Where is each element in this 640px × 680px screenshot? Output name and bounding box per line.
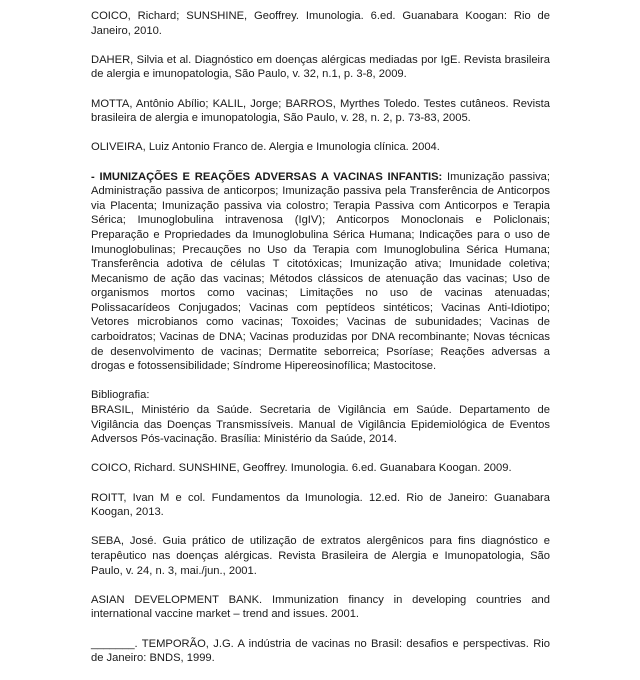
section-immunizations: [91, 170, 550, 374]
reference-oliveira-2004: OLIVEIRA, Luiz Antonio Franco de. Alergia e Imunologia clínica. 2004.: [91, 141, 440, 154]
reference-coico-2010: COICO, Richard; SUNSHINE, Geoffrey. Imunologia. 6.ed. Guanabara Koogan: Rio de Janeiro, 2010.: [91, 10, 550, 37]
bibliography-adb-2001: ASIAN DEVELOPMENT BANK. Immunization financy in developing countries and international vaccine market – trend and issues. 2001.: [91, 593, 550, 621]
section-body: Imunização passiva; Administração passiva de anticorpos; Imunização passiva pela Transferência de Anticorpos via Placenta; Imunização passiva via colostro; Terapia Passiva com Anticorpos e Terapia Sérica; Imunoglobulina intravenosa (IgIV); Anticorpos Monoclonais e Policlonais; Preparação e Propriedades da Imunoglobulina Sérica Humana; Indicações para o uso de Imunoglobulinas; Precauções no Uso da Terapia com Imunoglobulina Sérica Humana; Transferência adotiva de células T citotóxicas; Imunização ativa; Imunidade coletiva; Mecanismo de ação das vacinas; Métodos clássicos de atenuação das vacinas; Uso de organismos mortos como vacinas; Limitações no uso de vacinas atenuadas; Polissacarídeos Conjugados; Vacinas com peptídeos sintéticos; Vacinas Anti-Idiotipo; Vetores microbianos como vacinas; Toxoides; Vacinas de subunidades; Vacinas de carboidratos; Vacinas de DNA; Vacinas produzidas por DNA recombinante; Novas técnicas de desenvolvimento de vacinas; Dermatite seborreica; Psoríase; Reações adversas a drogas e fotossensibilidade; Síndrome Hipereosinofílica; Mastocitose.: [91, 170, 551, 373]
bibliography-temporao-1999: _______. TEMPORÃO, J.G. A indústria de vacinas no Brasil: desafios e perspectivas. Rio de Janeiro: BNDS, 1999.: [91, 637, 550, 665]
bibliography: [91, 388, 550, 665]
reference-motta-2005: MOTTA, Antônio Abílio; KALIL, Jorge; BARROS, Myrthes Toledo. Testes cutâneos. Revista brasileira de alergia e imunopatologia, São Paulo, v. 28, n. 2, p. 73-83, 2005.: [91, 97, 550, 125]
bibliography-label: Bibliografia:: [91, 389, 150, 402]
bibliography-roitt-2013: ROITT, Ivan M e col. Fundamentos da Imunologia. 12.ed. Rio de Janeiro: Guanabara Koogan, 2013.: [91, 491, 550, 519]
section-heading: - IMUNIZAÇÕES E REAÇÕES ADVERSAS A VACINAS INFANTIS:: [91, 170, 443, 183]
bibliography-brasil-2014: BRASIL, Ministério da Saúde. Secretaria de Vigilância em Saúde. Departamento de Vigilância das Doenças Transmissíveis. Manual de Vigilância Epidemiológica de Eventos Adversos Pós-vacinação. Brasília: Ministério da Saúde, 2014.: [91, 404, 550, 446]
reference-daher-2009: DAHER, Silvia et al. Diagnóstico em doenças alérgicas mediadas por IgE. Revista brasileira de alergia e imunopatologia, São Paulo, v. 32, n.1, p. 3-8, 2009.: [91, 53, 550, 81]
bibliography-seba-2001: SEBA, José. Guia prático de utilização de extratos alergênicos para fins diagnóstico e terapêutico nas doenças alérgicas. Revista Brasileira de Alergia e Imunopatologia, São Paulo, v. 24, n. 3, mai./jun., 2001.: [91, 535, 550, 577]
document-page: [91, 9, 550, 680]
bibliography-coico-2009: COICO, Richard. SUNSHINE, Geoffrey. Imunologia. 6.ed. Guanabara Koogan. 2009.: [91, 462, 512, 475]
